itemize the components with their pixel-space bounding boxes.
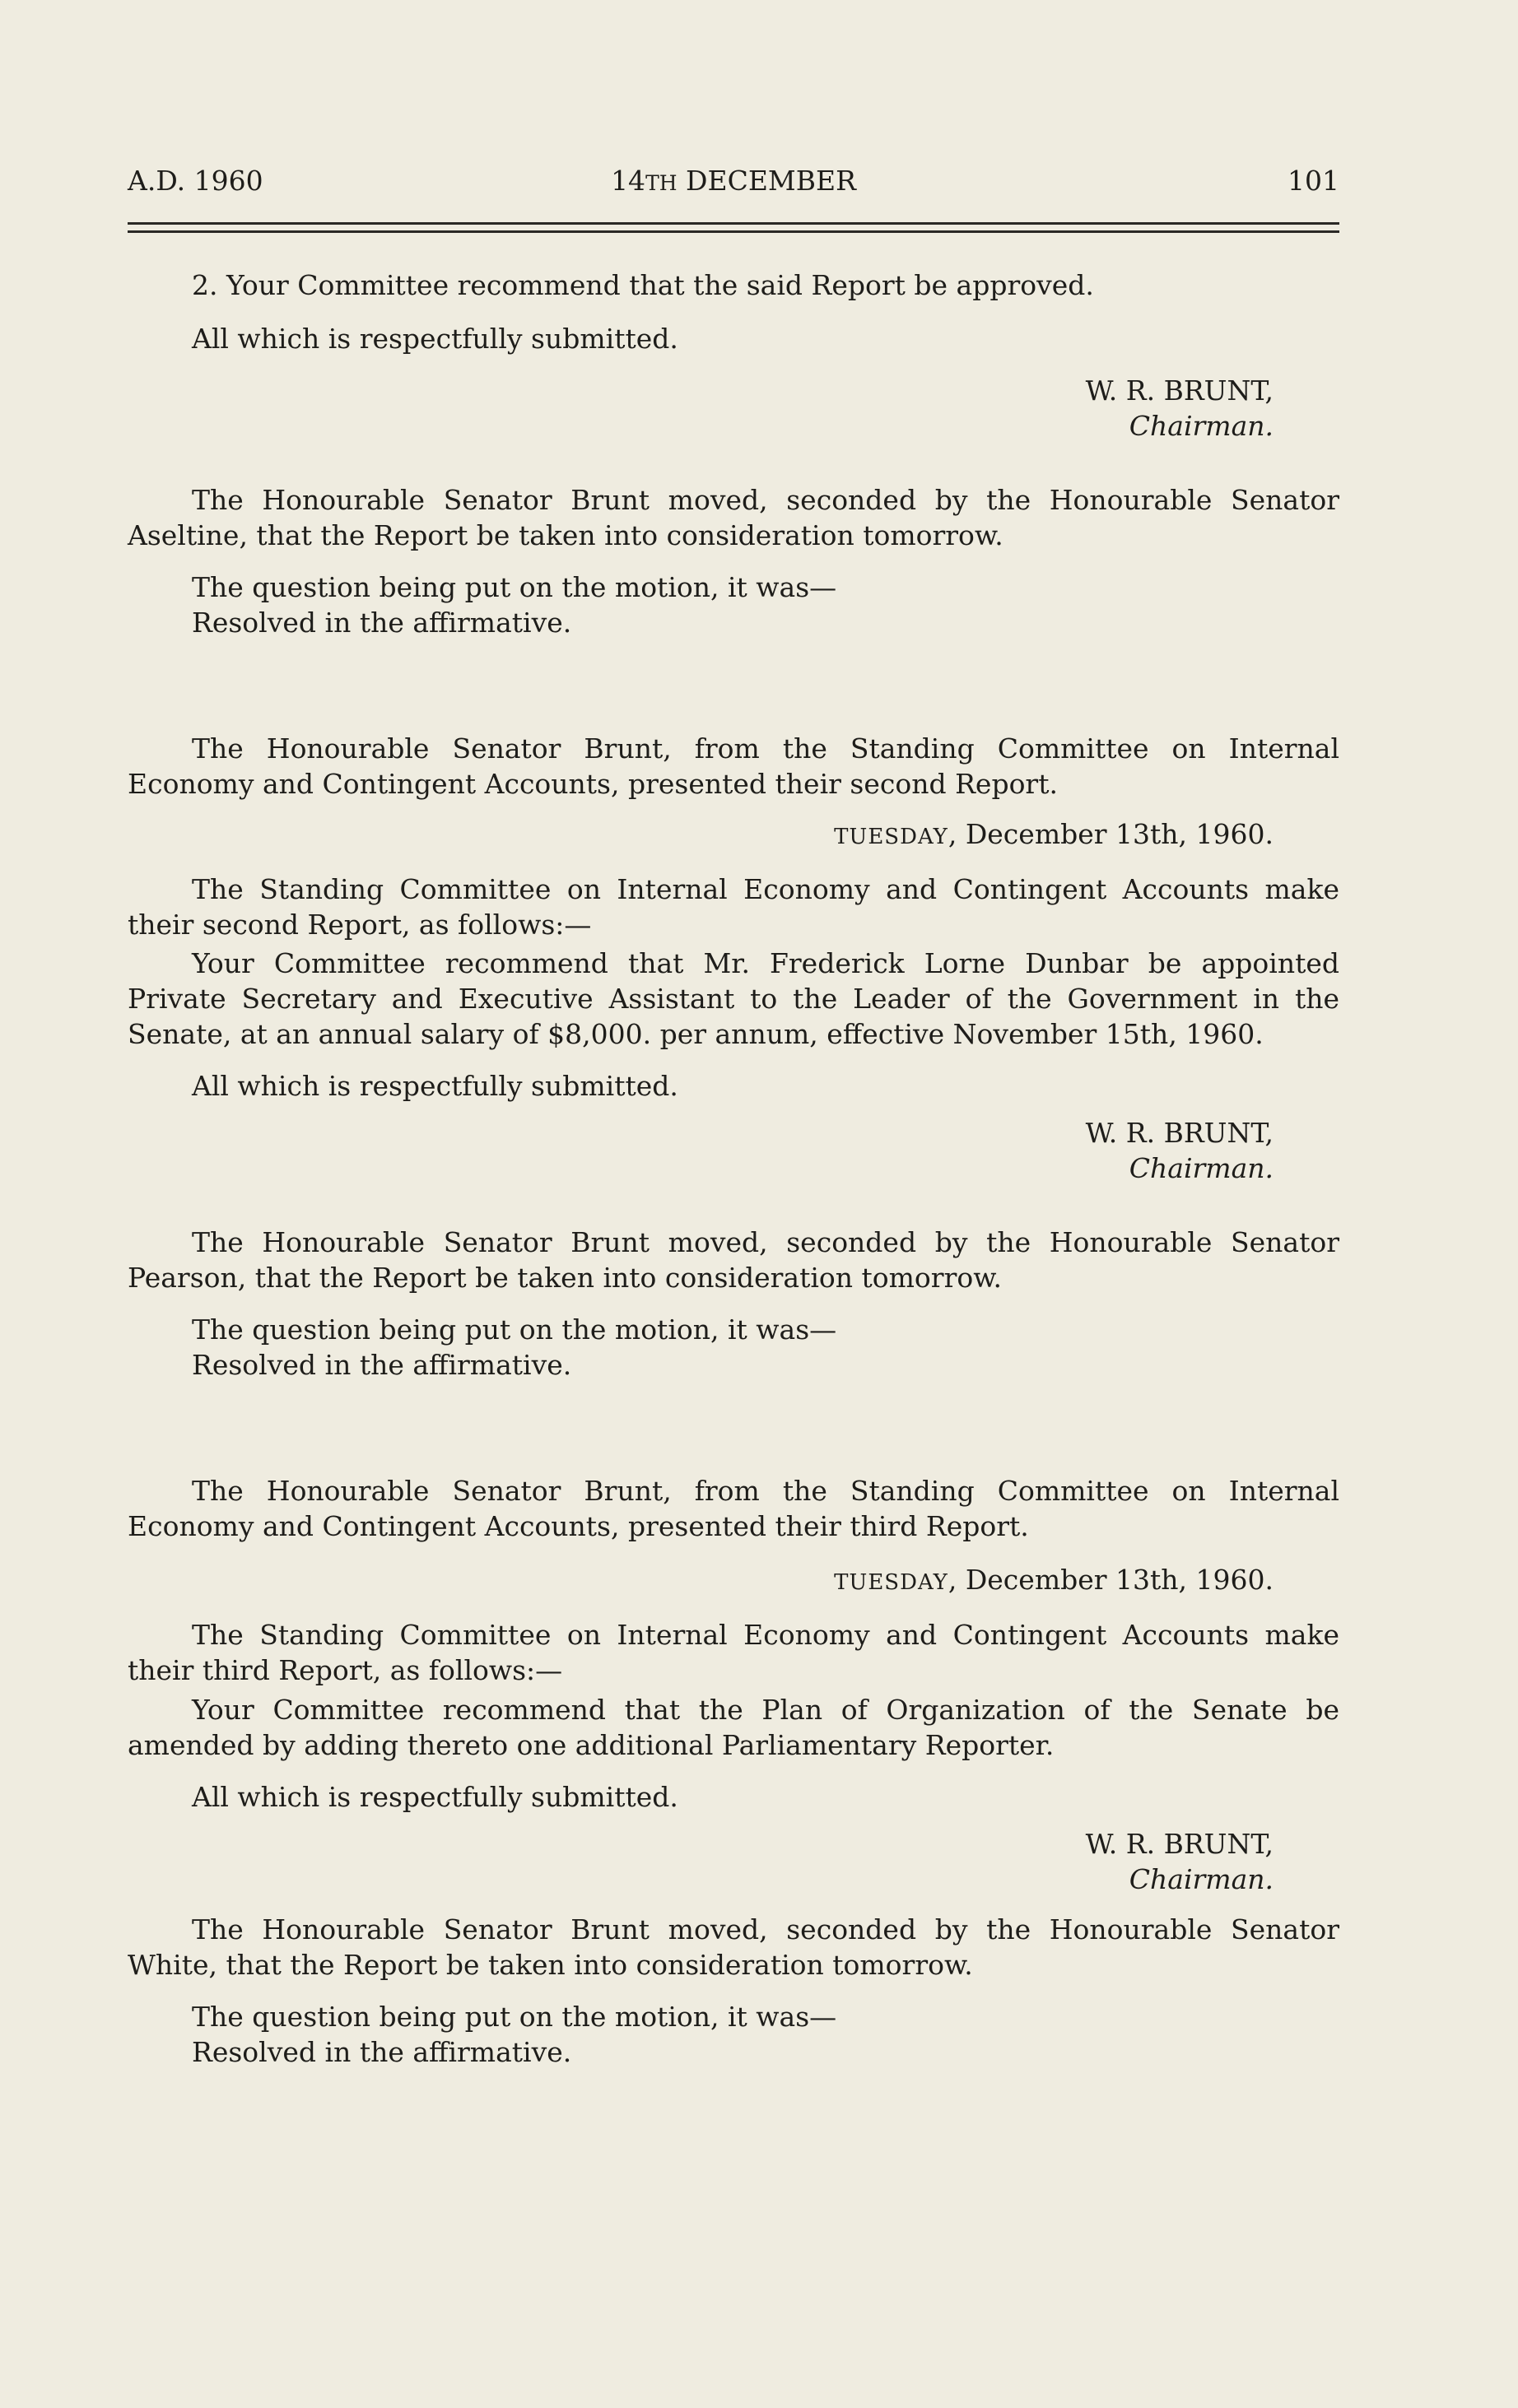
motion-paragraph: The Honourable Senator Brunt moved, seconded by the Honourable Senator White, that the Report be taken into consideration tomorrow.: [128, 1913, 1339, 1981]
report-date-weekday: TUESDAY: [834, 1570, 948, 1595]
report-date-weekday: TUESDAY: [834, 825, 948, 849]
recommendation-paragraph: 2. Your Committee recommend that the said Report be approved.: [192, 269, 1094, 301]
report-intro-paragraph: The Standing Committee on Internal Economy and Contingent Accounts make their second Report, as follows:—: [128, 873, 1339, 941]
signatory-role: Chairman.: [1129, 1152, 1274, 1184]
signatory-role: Chairman.: [1129, 1863, 1274, 1895]
report-date-rest: , December 13th, 1960.: [948, 818, 1274, 850]
report-date: [128, 1562, 1339, 1601]
submitted-line: All which is respectfully submitted.: [192, 1781, 678, 1813]
signatory-name: W. R. BRUNT,: [1085, 1828, 1274, 1860]
motion-paragraph: The Honourable Senator Brunt moved, seconded by the Honourable Senator Aseltine, that the Report be taken into consideration tomorrow.: [128, 484, 1339, 551]
report-intro-paragraph: The Standing Committee on Internal Economy and Contingent Accounts make their third Report, as follows:—: [128, 1619, 1339, 1686]
signatory-name: W. R. BRUNT,: [1085, 374, 1274, 407]
report-presented-paragraph: The Honourable Senator Brunt, from the Standing Committee on Internal Economy and Contingent Accounts, presented their third Report.: [128, 1475, 1339, 1542]
question-line: The question being put on the motion, it was—: [192, 571, 837, 603]
page-header: [128, 165, 1339, 206]
header-date: [128, 165, 1339, 197]
recommendation-paragraph: Your Committee recommend that Mr. Frederick Lorne Dunbar be appointed Private Secretary and Executive Assistant to the Leader of the Government in the Senate, at an annual salary of $8,000. per annum, effective November 15th, 1960.: [128, 947, 1339, 1050]
header-day: 14: [611, 165, 646, 197]
motion-paragraph: The Honourable Senator Brunt moved, seconded by the Honourable Senator Pearson, that the Report be taken into consideration tomorrow.: [128, 1226, 1339, 1294]
page-number: 101: [1288, 165, 1339, 197]
submitted-line: All which is respectfully submitted.: [192, 323, 678, 355]
submitted-line: All which is respectfully submitted.: [192, 1070, 678, 1102]
report-date-rest: , December 13th, 1960.: [948, 1564, 1274, 1596]
report-presented-paragraph: The Honourable Senator Brunt, from the Standing Committee on Internal Economy and Contingent Accounts, presented their second Report.: [128, 732, 1339, 800]
header-rule-bottom: [128, 230, 1339, 233]
report-date: [128, 816, 1339, 855]
page-body: [128, 267, 1339, 2070]
header-rule-top: [128, 222, 1339, 225]
header-day-suffix: TH: [645, 171, 678, 195]
question-line: The question being put on the motion, it was—: [192, 1313, 837, 1346]
recommendation-paragraph: Your Committee recommend that the Plan of Organization of the Senate be amended by adding thereto one additional Parliamentary Reporter.: [128, 1694, 1339, 1761]
signatory-name: W. R. BRUNT,: [1085, 1117, 1274, 1149]
question-line: The question being put on the motion, it was—: [192, 2001, 837, 2033]
header-month: DECEMBER: [686, 165, 856, 197]
resolved-line: Resolved in the affirmative.: [192, 2036, 572, 2068]
resolved-line: Resolved in the affirmative.: [192, 607, 572, 639]
header-year: A.D. 1960: [128, 165, 263, 197]
signatory-role: Chairman.: [1129, 410, 1274, 442]
resolved-line: Resolved in the affirmative.: [192, 1349, 572, 1381]
